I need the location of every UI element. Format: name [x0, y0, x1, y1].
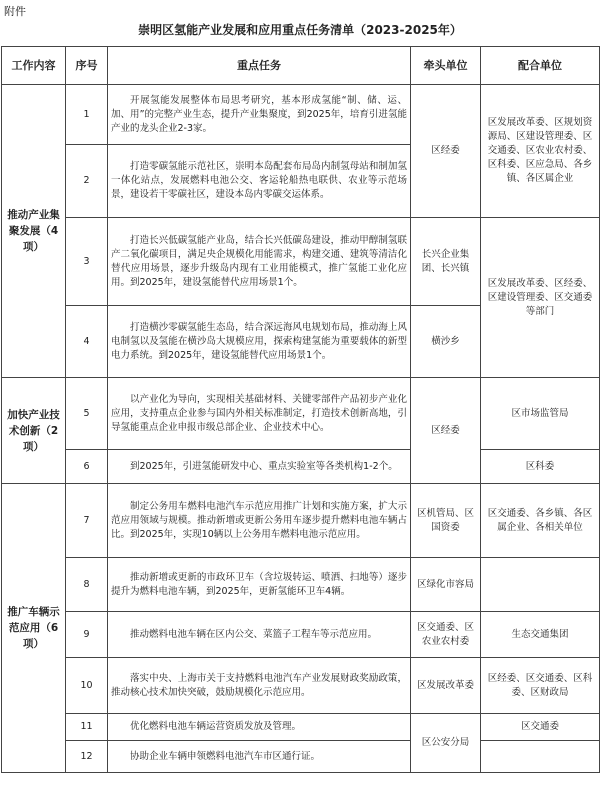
row-number: 2 — [66, 145, 108, 218]
row-number: 7 — [66, 484, 108, 558]
header-number: 序号 — [66, 47, 108, 85]
partner-cell: 区市场监管局 — [481, 378, 600, 450]
task-cell: 以产业化为导向，实现相关基础材料、关键零部件产品初步产业化应用，支持重点企业参与国内外相关标准制定，打造技术创新高地，引导氢能重点企业申报市级总部企业、企业技术中心。 — [108, 378, 411, 450]
task-cell: 打造长兴低碳氢能产业岛，结合长兴低碳岛建设，推动甲醇制氢联产二氧化碳项目，满足央企规模化用能需求，构建交通、建筑等清洁化替代应用场景，逐步升级岛内现有工业用能模式，推广氢能工业化应用。到2025年，建设氢能替代应用场景1个。 — [108, 218, 411, 306]
row-number: 3 — [66, 218, 108, 306]
partner-cell: 区经委、区交通委、区科委、区财政局 — [481, 658, 600, 714]
lead-cell: 区交通委、区农业农村委 — [411, 612, 481, 658]
partner-cell: 区交通委 — [481, 714, 600, 741]
lead-cell: 横沙乡 — [411, 306, 481, 378]
task-cell: 推动新增或更新的市政环卫车（含垃圾转运、喷洒、扫地等）逐步提升为燃料电池车辆，到2025年，更新氢能环卫车4辆。 — [108, 558, 411, 612]
category-cell: 推广车辆示范应用（6项） — [2, 484, 66, 773]
attachment-label: 附件 — [4, 5, 26, 18]
row-number: 6 — [66, 450, 108, 484]
partner-cell: 区科委 — [481, 450, 600, 484]
row-number: 4 — [66, 306, 108, 378]
table-row — [2, 218, 600, 306]
table-row — [2, 612, 600, 658]
row-number: 5 — [66, 378, 108, 450]
task-cell: 到2025年，引进氢能研发中心、重点实验室等各类机构1-2个。 — [108, 450, 411, 484]
lead-cell: 长兴企业集团、长兴镇 — [411, 218, 481, 306]
partner-cell: 区发展改革委、区规划资源局、区建设管理委、区交通委、区农业农村委、区科委、区应急局、各乡镇、各区属企业 — [481, 85, 600, 218]
table-row — [2, 484, 600, 558]
task-cell: 优化燃料电池车辆运营资质发放及管理。 — [108, 714, 411, 741]
partner-cell — [481, 558, 600, 612]
lead-cell: 区绿化市容局 — [411, 558, 481, 612]
table-row — [2, 558, 600, 612]
task-cell: 打造横沙零碳氢能生态岛，结合深远海风电规划布局，推动海上风电制氢以及氢能在横沙岛大规模应用，探索构建氢能为重要载体的新型电力系统。到2025年，建设氢能替代应用场景1个。 — [108, 306, 411, 378]
row-number: 11 — [66, 714, 108, 741]
page-title: 崇明区氢能产业发展和应用重点任务清单（2023-2025年） — [138, 23, 462, 37]
task-cell: 制定公务用车燃料电池汽车示范应用推广计划和实施方案，扩大示范应用领域与规模。推动新增或更新公务用车逐步提升燃料电池车辆占比。到2025年，实现10辆以上公务用车燃料电池示范应用。 — [108, 484, 411, 558]
lead-cell: 区经委 — [411, 378, 481, 484]
table-row — [2, 378, 600, 450]
table-row — [2, 450, 600, 484]
lead-cell: 区发展改革委 — [411, 658, 481, 714]
row-number: 10 — [66, 658, 108, 714]
task-table — [1, 46, 600, 773]
row-number: 9 — [66, 612, 108, 658]
header-category: 工作内容 — [2, 47, 66, 85]
table-row — [2, 741, 600, 773]
task-cell: 开展氢能发展整体布局思考研究，基本形成氢能“制、储、运、加、用”的完整产业生态，提升产业集聚度，到2025年，培育引进氢能产业的龙头企业2-3家。 — [108, 85, 411, 145]
lead-cell: 区公安分局 — [411, 714, 481, 773]
header-task: 重点任务 — [108, 47, 411, 85]
table-row — [2, 85, 600, 145]
task-cell: 协助企业车辆申领燃料电池汽车市区通行证。 — [108, 741, 411, 773]
row-number: 1 — [66, 85, 108, 145]
table-row — [2, 658, 600, 714]
category-cell: 加快产业技术创新（2项） — [2, 378, 66, 484]
partner-cell: 区交通委、各乡镇、各区属企业、各相关单位 — [481, 484, 600, 558]
partner-cell — [481, 741, 600, 773]
task-cell: 打造零碳氢能示范社区，崇明本岛配套布局岛内制氢母站和制加氢一体化站点，发展燃料电池公交、客运轮船热电联供、农业等示范场景，建设若干零碳社区，建设本岛内零碳交运体系。 — [108, 145, 411, 218]
lead-cell: 区经委 — [411, 85, 481, 218]
category-cell: 推动产业集聚发展（4项） — [2, 85, 66, 378]
lead-cell: 区机管局、区国资委 — [411, 484, 481, 558]
row-number: 12 — [66, 741, 108, 773]
table-row — [2, 714, 600, 741]
partner-cell: 区发展改革委、区经委、区建设管理委、区交通委等部门 — [481, 218, 600, 378]
header-partner: 配合单位 — [481, 47, 600, 85]
header-row — [2, 47, 600, 85]
header-lead: 牵头单位 — [411, 47, 481, 85]
row-number: 8 — [66, 558, 108, 612]
partner-cell: 生态交通集团 — [481, 612, 600, 658]
task-cell: 落实中央、上海市关于支持燃料电池汽车产业发展财政奖励政策，推动核心技术加快突破，鼓励规模化示范应用。 — [108, 658, 411, 714]
task-cell: 推动燃料电池车辆在区内公交、菜篮子工程车等示范应用。 — [108, 612, 411, 658]
